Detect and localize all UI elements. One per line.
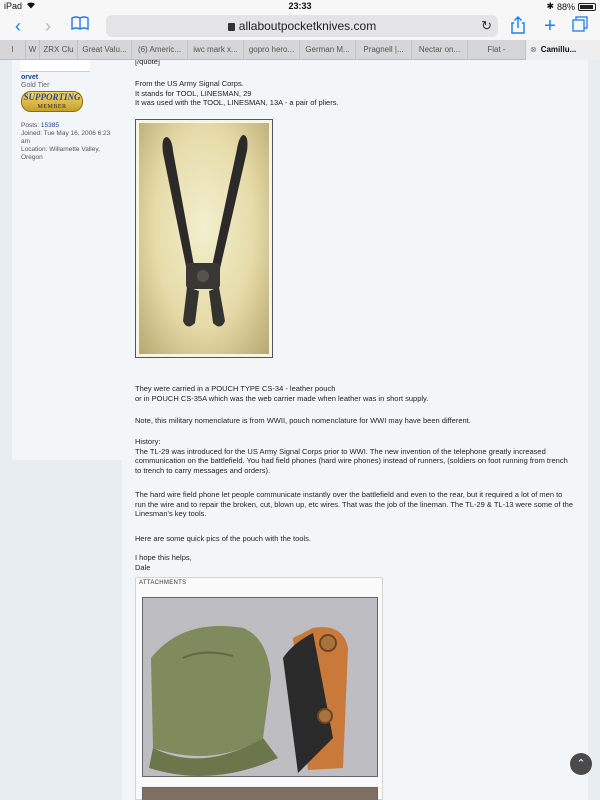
share-icon <box>511 16 525 34</box>
back-button[interactable]: ‹ <box>15 16 21 36</box>
tab[interactable]: Pragnell |... <box>356 40 412 60</box>
url-text: allaboutpocketknives.com <box>238 19 377 33</box>
paragraph: The hard wire field phone let people communicate instantly over the battlefield and even to the rear, but it required a lot of men to run the wire and to repair the broken, cut, blown up, etc wires. That was the job of the lineman. The TL-29 & TL-13 were some of the Linesman's key tools. <box>135 490 574 518</box>
post-count[interactable]: 15385 <box>40 122 59 129</box>
plus-icon: + <box>544 15 556 37</box>
attachments-label: ATTACHMENTS <box>139 580 187 586</box>
chevron-up-icon: ⌃ <box>576 758 586 770</box>
supporting-member-badge: SUPPORTING MEMBER <box>21 91 83 112</box>
poster-username[interactable]: orvet <box>21 74 39 81</box>
reload-icon[interactable]: ↻ <box>481 18 492 33</box>
bookmarks-button[interactable] <box>70 16 90 36</box>
tab[interactable]: (6) Americ... <box>132 40 188 60</box>
tabs-icon <box>572 16 588 32</box>
paragraph: Note, this military nomenclature is from WWII, pouch nomenclature for WWI may have been different. <box>135 416 471 425</box>
tab[interactable]: W <box>26 40 40 60</box>
poster-stats: Posts: 15385 Joined: Tue May 16, 2006 6:23 am Location: Willamette Valley, Oregon <box>21 122 111 161</box>
address-bar[interactable] <box>106 15 498 37</box>
tab[interactable]: Great Valu... <box>78 40 132 60</box>
browser-toolbar <box>0 12 600 40</box>
share-button[interactable] <box>508 16 528 36</box>
quote-end: [/quote] <box>135 60 161 66</box>
tab[interactable]: gopro hero... <box>244 40 300 60</box>
pliers-image[interactable] <box>135 119 273 358</box>
poster-tier: Gold Tier <box>21 82 50 89</box>
cap-and-pouch-photo <box>143 598 378 777</box>
paragraph-history: History: The TL-29 was introduced for the US Army Signal Corps prior to WWI. The new invention of the telephone greatly increased communication on the battlefield. You had field phones (hard wire phones) instead of runners, (soldiers on foot running from trench to trench to carry messages and orders). <box>135 437 568 475</box>
battery-percent: 88% <box>556 1 575 12</box>
tab[interactable]: I <box>0 40 26 60</box>
tabs-button[interactable] <box>570 16 590 36</box>
paragraph: From the US Army Signal Corps. It stands for TOOL, LINESMAN, 29 It was used with the TOOL, LINESMAN, 13A - a pair of pliers. <box>135 79 339 107</box>
tab-active[interactable]: ⊗ Camillu... <box>526 40 600 60</box>
avatar <box>20 60 90 72</box>
tab[interactable]: Nectar on... <box>412 40 468 60</box>
lock-icon <box>228 23 235 31</box>
web-page <box>0 60 600 800</box>
forward-button[interactable]: › <box>45 16 51 36</box>
pliers-illustration <box>139 123 269 354</box>
paragraph: Here are some quick pics of the pouch with the tools. <box>135 534 311 543</box>
attachment-photo[interactable] <box>142 597 378 777</box>
bluetooth-icon: ✱ <box>546 1 554 11</box>
tab[interactable]: iwc mark x... <box>188 40 244 60</box>
scroll-to-top-button[interactable] <box>570 753 592 775</box>
attachments-box <box>135 577 383 800</box>
location: Willamette Valley, Oregon <box>21 146 100 161</box>
clock: 23:33 <box>288 1 312 11</box>
tab[interactable]: ZRX Clu <box>40 40 78 60</box>
tab[interactable]: Flat - <box>468 40 526 60</box>
new-tab-button[interactable] <box>540 16 560 36</box>
device-label: iPad <box>4 1 23 11</box>
close-tab-icon[interactable]: ⊗ <box>530 45 537 54</box>
joined-date: Tue May 16, 2006 6:23 am <box>21 130 111 145</box>
status-bar <box>0 0 600 12</box>
tab[interactable]: German M... <box>300 40 356 60</box>
battery-icon <box>578 3 596 11</box>
paragraph: They were carried in a POUCH TYPE CS-34 - leather pouch or in POUCH CS-35A which was the web carrier made when leather was in short supply. <box>135 384 429 403</box>
signature: I hope this helps, Dale <box>135 553 192 572</box>
attachment-photo[interactable] <box>142 787 378 800</box>
tab-bar <box>0 40 600 60</box>
poster-profile <box>12 60 122 460</box>
book-icon <box>71 16 89 30</box>
